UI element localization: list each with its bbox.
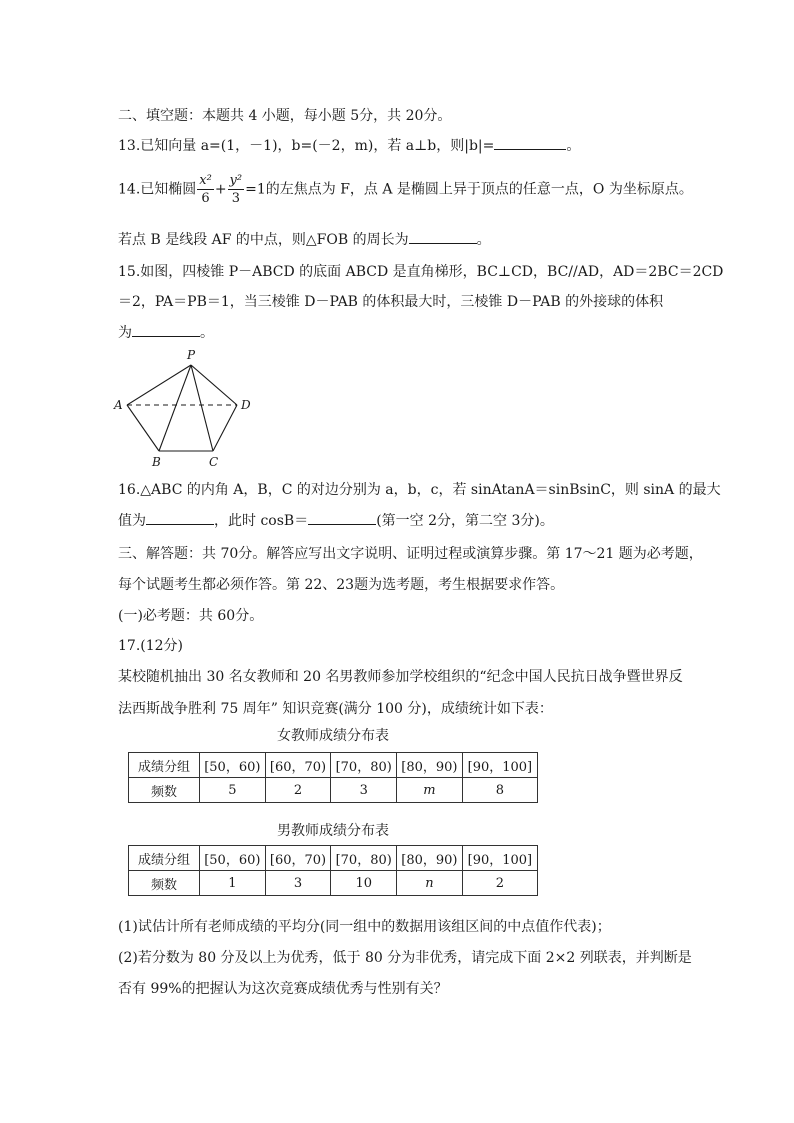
q15-line3-end: 。 [200, 325, 214, 341]
question-16-line1: 16.△ABC 的内角 A，B，C 的对边分别为 a，b，c，若 sinAtanA＝sinBsinC，则 sinA 的最大 [118, 482, 721, 498]
q14-frac1-num: x² [199, 173, 212, 188]
q14-frac1-den: 6 [201, 191, 210, 206]
vertex-label-p: P [187, 348, 196, 362]
table-cell: [50，60) [200, 753, 266, 778]
q16-blank-2 [308, 510, 376, 525]
male-table-title: 男教师成绩分布表 [277, 823, 389, 839]
table-cell: [90，100] [462, 753, 537, 778]
table-cell: [80，90) [397, 753, 463, 778]
female-table-title: 女教师成绩分布表 [277, 728, 389, 744]
table-cell: 1 [200, 871, 266, 896]
male-score-table [128, 845, 538, 896]
table-row [129, 753, 538, 778]
table-row [129, 871, 538, 896]
table-cell: n [397, 871, 463, 896]
q14-suffix: =1的左焦点为 F，点 A 是椭圆上异于顶点的任意一点，O 为坐标原点。 [245, 181, 693, 198]
q16-line2-b: ，此时 cosB＝ [214, 513, 309, 529]
q14-answer-blank [409, 229, 477, 244]
table-cell: 频数 [129, 778, 200, 803]
q14-prefix: 14.已知椭圆 [118, 181, 197, 198]
table-cell: [90，100] [462, 846, 537, 871]
q14-frac2-num: y² [229, 173, 243, 188]
question-15-line2: ＝2，PA＝PB＝1，当三棱锥 D－PAB 的体积最大时，三棱锥 D－PAB 的外接球的体积 [118, 294, 664, 310]
answer-section-header-line2: 每个试题考生都必须作答。第 22、23题为选考题，考生根据要求作答。 [118, 577, 565, 593]
q16-blank-1 [146, 510, 214, 525]
table-cell: 2 [265, 778, 331, 803]
q14-frac2-den: 3 [231, 191, 240, 206]
q14-fraction-x [197, 172, 214, 207]
female-score-table [128, 752, 538, 803]
question-17-part2-line1: (2)若分数为 80 分及以上为优秀，低于 80 分为非优秀，请完成下面 2×2 列联表，并判断是 [118, 950, 692, 966]
table-cell: 2 [462, 871, 537, 896]
q14-line2-end: 。 [476, 232, 491, 248]
question-17-part2-line2: 否有 99%的把握认为这次竞赛成绩优秀与性别有关？ [118, 981, 448, 997]
q14-line2-text: 若点 B 是线段 AF 的中点，则△FOB 的周长为 [118, 232, 409, 248]
table-cell: 成绩分组 [129, 846, 200, 871]
q13-text: 13.已知向量 a=(1，－1)，b=(－2，m)，若 a⊥b，则|b|= [118, 138, 495, 154]
table-cell: [70，80) [331, 846, 397, 871]
question-13 [118, 135, 580, 155]
table-cell: 成绩分组 [129, 753, 200, 778]
table-cell: 8 [462, 778, 537, 803]
q14-plus: + [214, 181, 227, 198]
q15-line3-text: 为 [118, 325, 132, 341]
question-15-line1: 15.如图，四棱锥 P－ABCD 的底面 ABCD 是直角梯形，BC⊥CD，BC//AD，AD＝2BC＝2CD [118, 264, 724, 280]
fill-section-header: 二、填空题：本题共 4 小题，每小题 5分，共 20分。 [118, 108, 452, 124]
q13-end: 。 [566, 138, 581, 154]
table-cell: 3 [331, 778, 397, 803]
table-cell: 频数 [129, 871, 200, 896]
q16-line2-a: 值为 [118, 513, 146, 529]
required-questions-label: (一)必考题：共 60分。 [118, 608, 264, 624]
pyramid-figure [112, 345, 262, 470]
table-cell: 10 [331, 871, 397, 896]
table-cell: [60，70) [265, 753, 331, 778]
question-14 [118, 172, 693, 207]
vertex-label-d: D [241, 398, 251, 412]
question-14-line2 [118, 229, 491, 249]
table-cell: 5 [200, 778, 266, 803]
table-cell: [60，70) [265, 846, 331, 871]
q16-line2-c: (第一空 2分，第二空 3分)。 [376, 513, 554, 529]
question-16-line2 [118, 510, 554, 530]
table-row [129, 846, 538, 871]
vertex-label-b: B [152, 455, 161, 469]
answer-section-header-line1: 三、解答题：共 70分。解答应写出文字说明、证明过程或演算步骤。第 17～21 题为必考题， [118, 546, 703, 562]
q13-answer-blank [494, 135, 566, 150]
vertex-label-a: A [114, 398, 123, 412]
question-17-part1: (1)试估计所有老师成绩的平均分(同一组中的数据用该组区间的中点值作代表)； [118, 919, 611, 935]
table-cell: 3 [265, 871, 331, 896]
table-cell: [50，60) [200, 846, 266, 871]
question-17-title: 17.(12分) [118, 638, 184, 654]
q14-fraction-y [228, 172, 245, 207]
question-17-intro-line1: 某校随机抽出 30 名女教师和 20 名男教师参加学校组织的“纪念中国人民抗日战争暨世界反 [118, 669, 683, 685]
table-cell: [70，80) [331, 753, 397, 778]
q15-answer-blank [132, 322, 200, 337]
table-cell: m [397, 778, 463, 803]
table-row [129, 778, 538, 803]
table-cell: [80，90) [397, 846, 463, 871]
question-17-intro-line2: 法西斯战争胜利 75 周年” 知识竞赛(满分 100 分)，成绩统计如下表： [118, 701, 553, 717]
question-15-line3 [118, 322, 214, 342]
vertex-label-c: C [209, 455, 219, 469]
